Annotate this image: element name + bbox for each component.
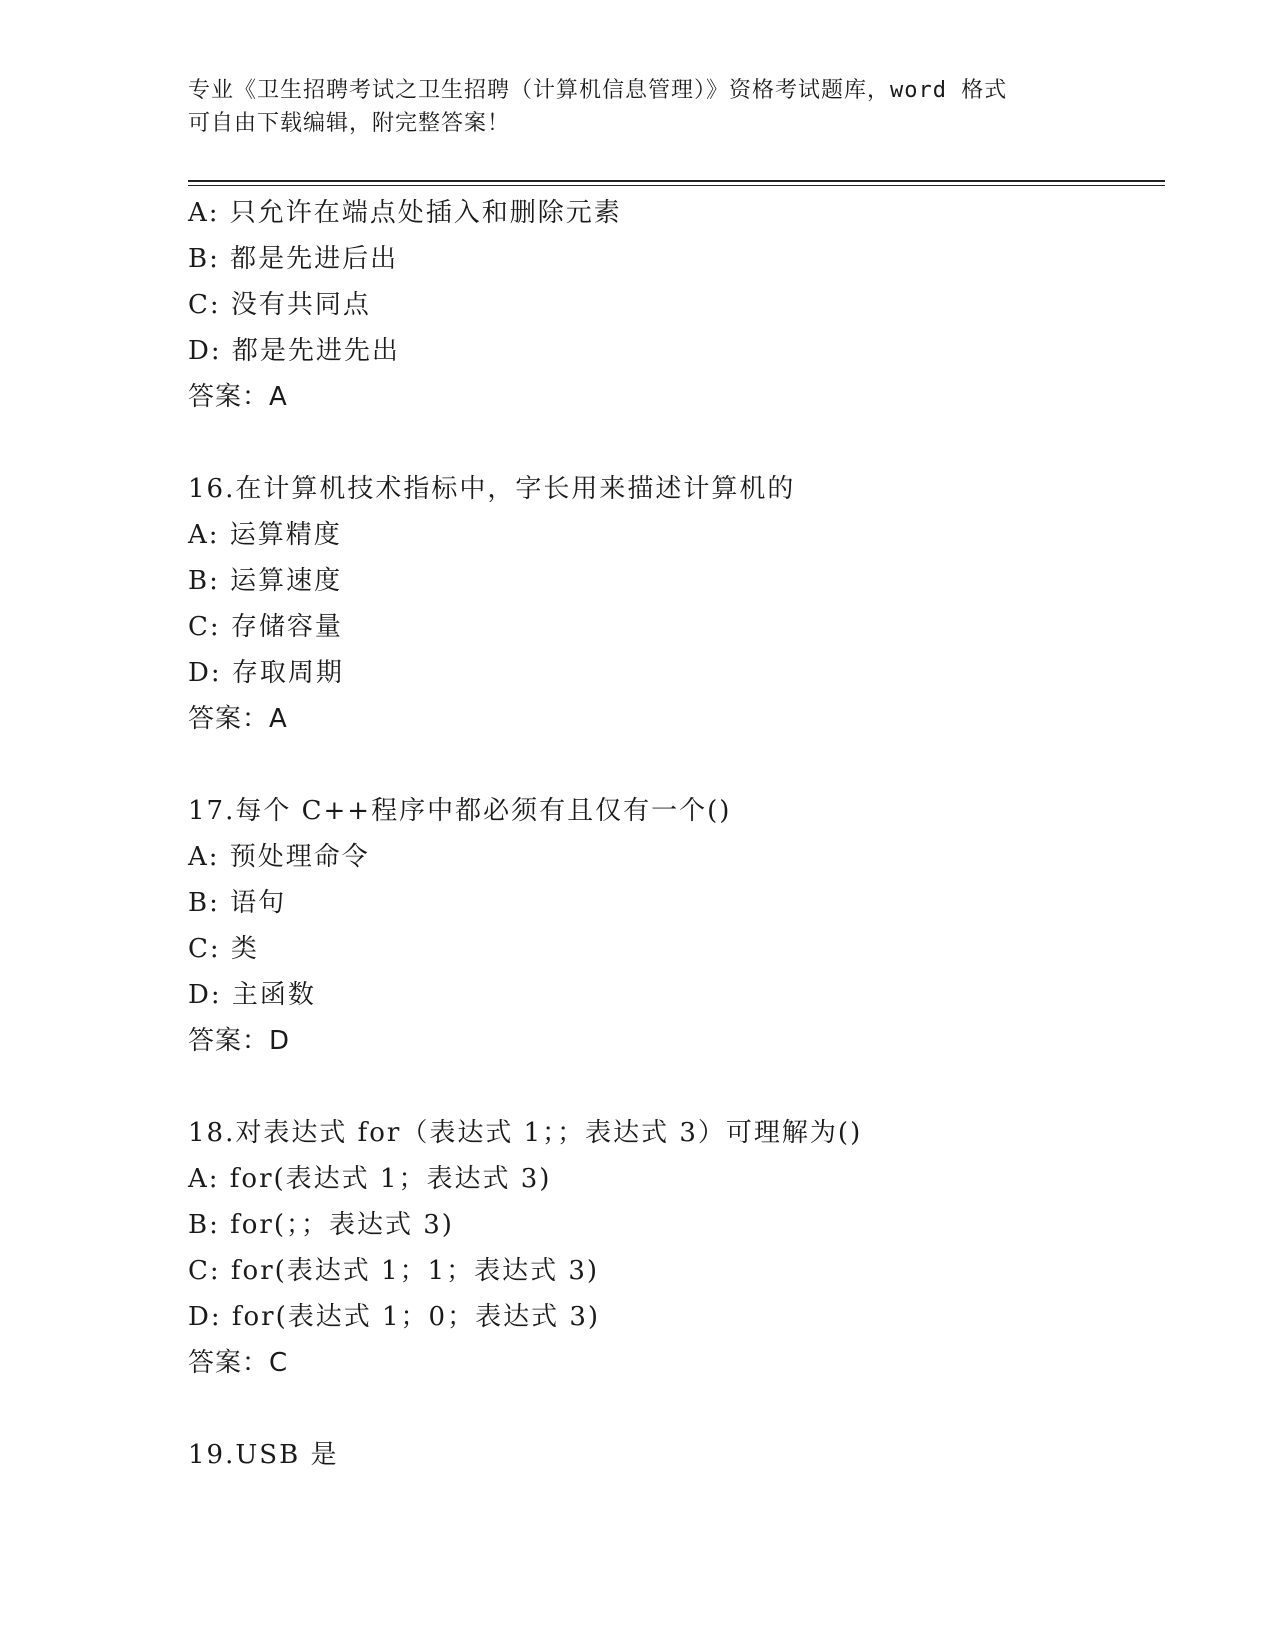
- option-c: C: 存储容量: [188, 612, 343, 642]
- answer-line: 答案：A: [188, 704, 288, 734]
- spacer: [188, 420, 1148, 466]
- spacer: [188, 1386, 1148, 1432]
- option-b: B: 都是先进后出: [188, 244, 399, 274]
- spacer: [188, 742, 1148, 788]
- option-a: A: 预处理命令: [188, 842, 370, 872]
- option-d: D: 存取周期: [188, 658, 344, 688]
- header-divider-thin: [188, 185, 1165, 186]
- question-text: 18.对表达式 for（表达式 1；；表达式 3）可理解为(): [188, 1118, 863, 1148]
- answer-line: 答案：C: [188, 1348, 289, 1378]
- header-line-2: 可自由下载编辑，附完整答案！: [188, 111, 511, 136]
- option-d: D: 主函数: [188, 980, 316, 1010]
- option-c: C: 没有共同点: [188, 290, 371, 320]
- question-text: 16.在计算机技术指标中，字长用来描述计算机的: [188, 474, 796, 504]
- question-block-18: [188, 1110, 1148, 1386]
- answer-line: 答案：A: [188, 382, 288, 412]
- option-a: A: 运算精度: [188, 520, 342, 550]
- answer-line: 答案：D: [188, 1026, 291, 1056]
- question-text: 17.每个 C++程序中都必须有且仅有一个(): [188, 796, 732, 826]
- header-line-1: 专业《卫生招聘考试之卫生招聘（计算机信息管理）》资格考试题库，word 格式: [188, 78, 1008, 103]
- question-block-17: [188, 788, 1148, 1064]
- option-b: B: for(；；表达式 3): [188, 1210, 454, 1240]
- document-header: [188, 74, 1088, 140]
- option-d: D: 都是先进先出: [188, 336, 400, 366]
- option-b: B: 语句: [188, 888, 287, 918]
- spacer: [188, 1064, 1148, 1110]
- header-divider-thick: [188, 180, 1165, 182]
- option-d: D: for(表达式 1；0；表达式 3): [188, 1302, 601, 1332]
- question-block-16: [188, 466, 1148, 742]
- question-text: 19.USB 是: [188, 1440, 339, 1470]
- option-a: A: 只允许在端点处插入和删除元素: [188, 198, 622, 228]
- option-a: A: for(表达式 1；表达式 3): [188, 1164, 552, 1194]
- option-c: C: 类: [188, 934, 259, 964]
- option-c: C: for(表达式 1；1；表达式 3): [188, 1256, 600, 1286]
- question-block-15: [188, 190, 1148, 420]
- question-list: [188, 190, 1148, 1478]
- option-b: B: 运算速度: [188, 566, 343, 596]
- question-block-19: [188, 1432, 1148, 1478]
